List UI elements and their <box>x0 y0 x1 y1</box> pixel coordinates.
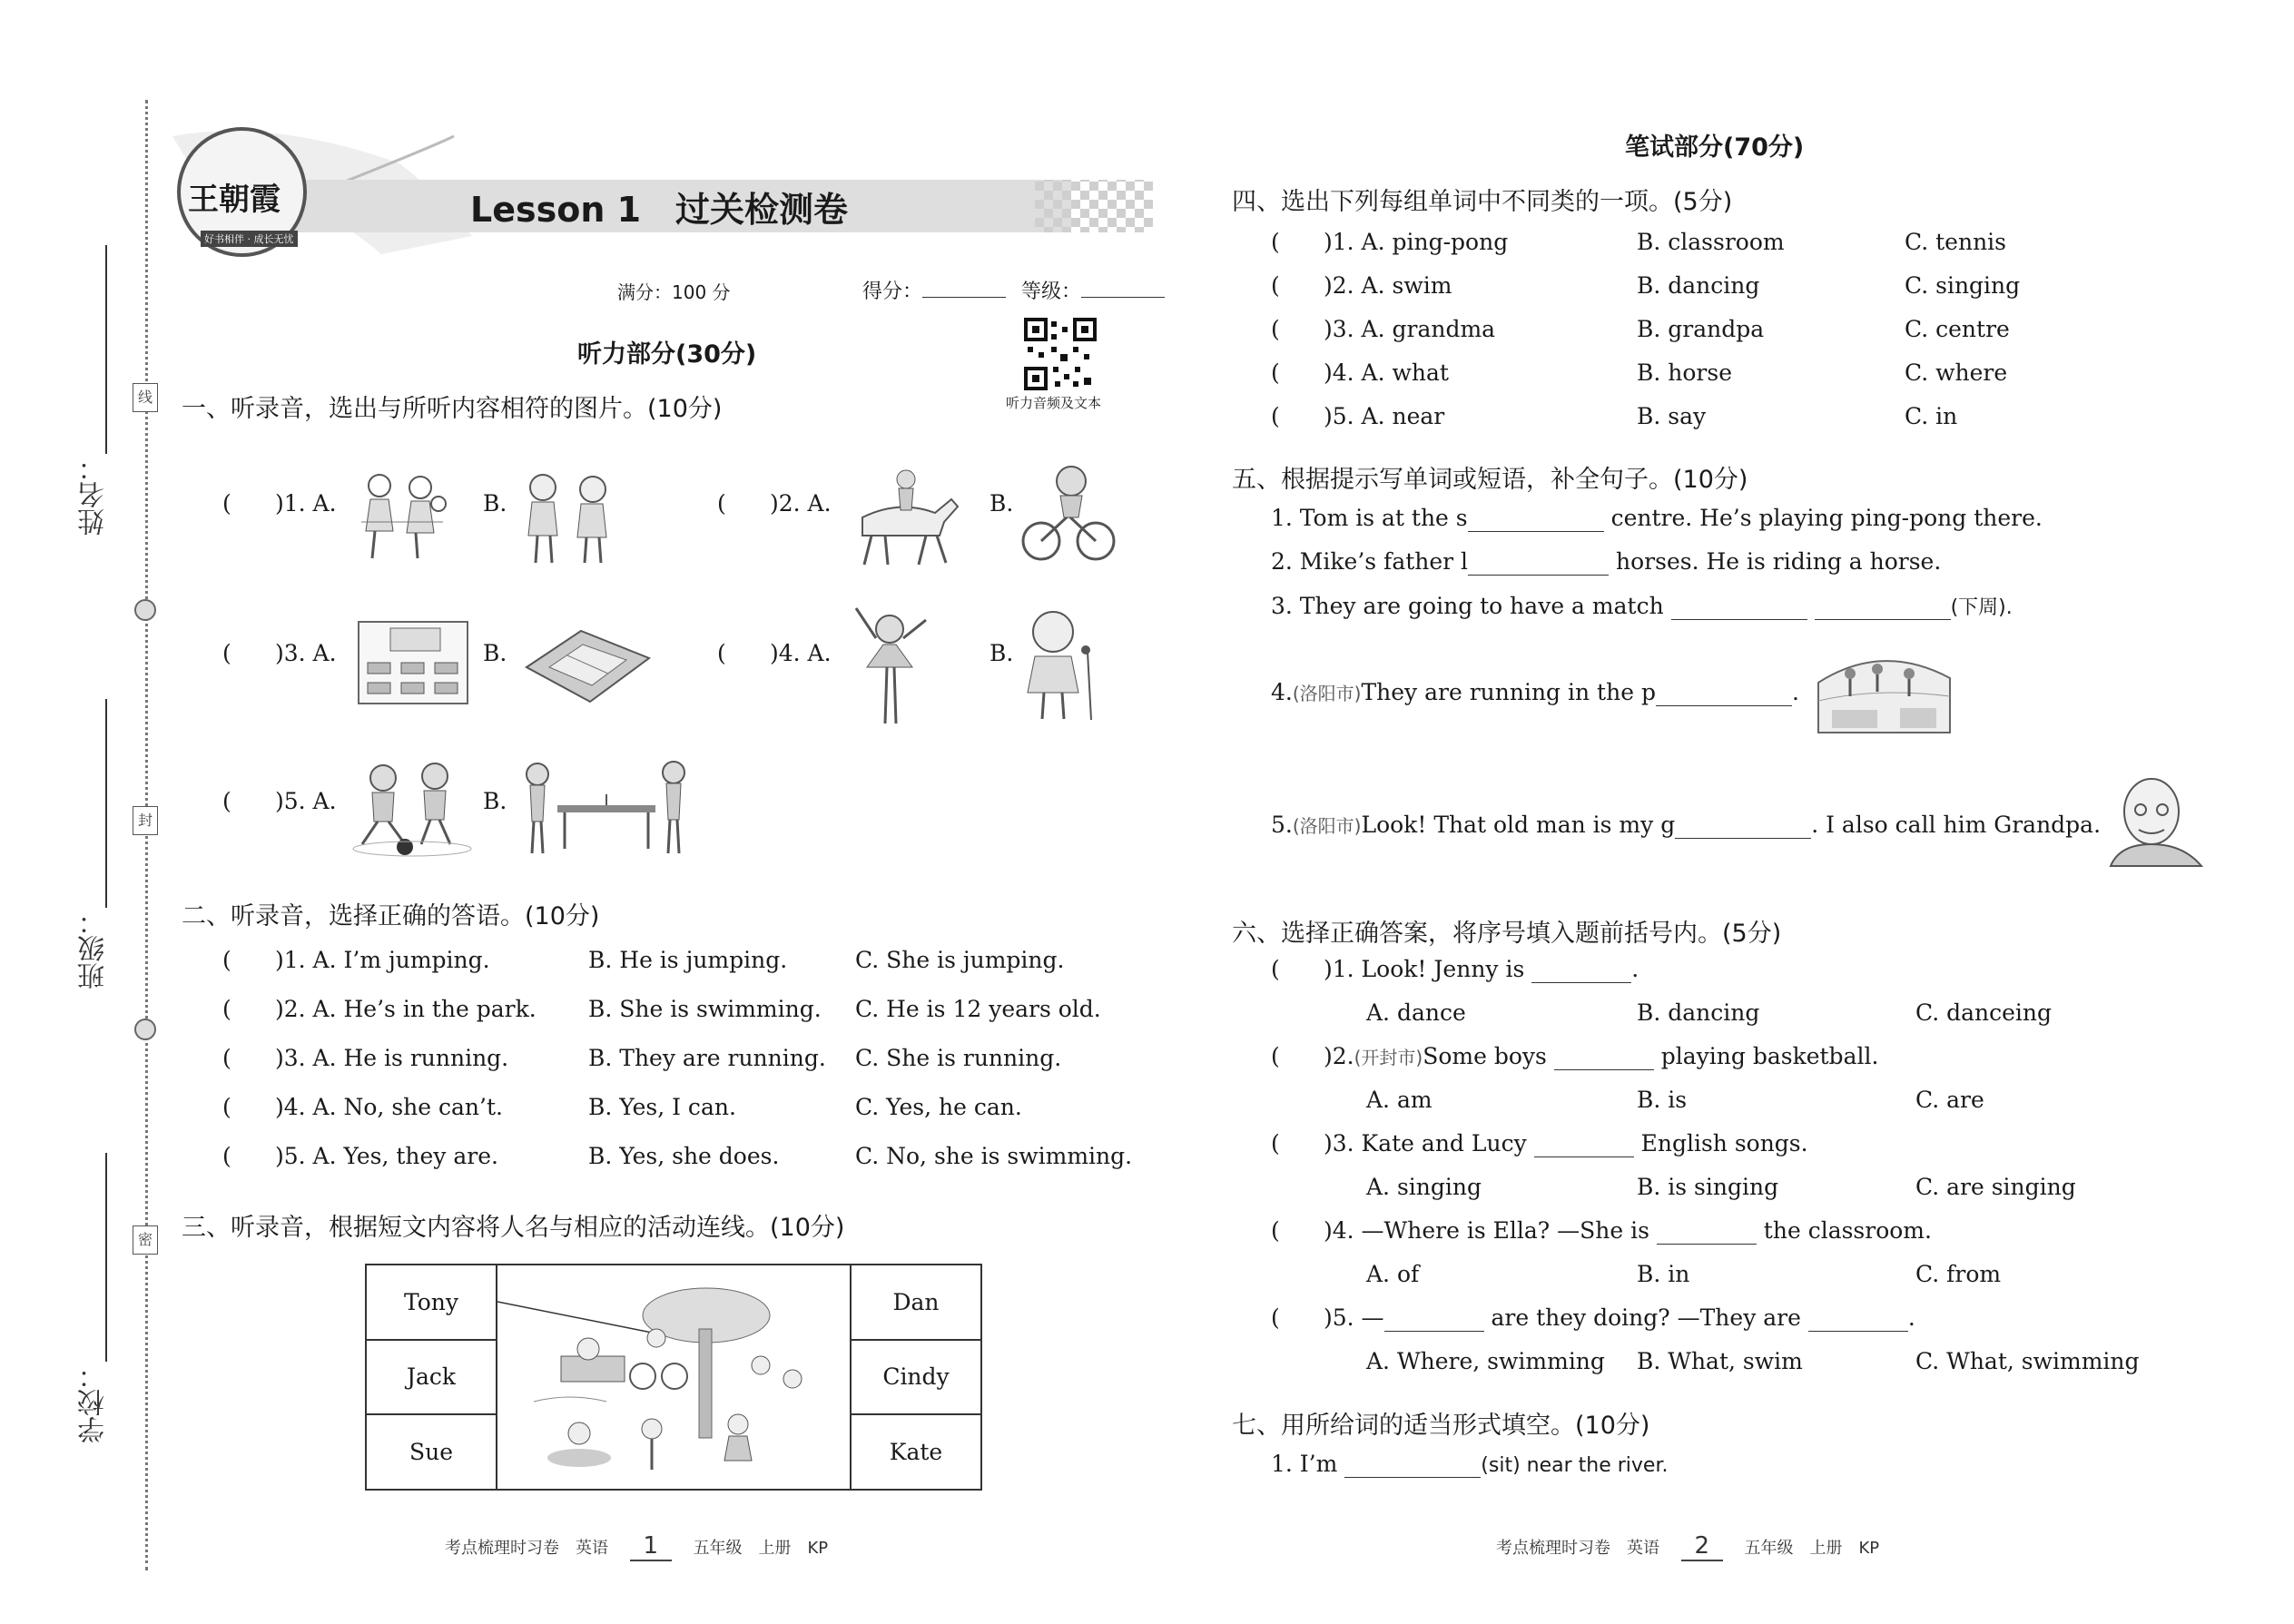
part3-heading: 三、听录音，根据短文内容将人名与相应的活动连线。(10分) <box>182 1214 845 1242</box>
p6-q3-opt-b: B. is singing <box>1637 1174 1779 1200</box>
p6-q5-opt-a: A. Where, swimming <box>1366 1348 1605 1374</box>
brand-logo <box>177 127 307 257</box>
binding-ring-icon <box>134 599 156 621</box>
p6-q1-opt-c: C. danceing <box>1915 999 2053 1026</box>
picture-classroom <box>354 617 472 708</box>
p4-q5: ( )5. A. near <box>1271 403 1445 429</box>
p4-q2-c: C. singing <box>1905 272 2021 299</box>
footer-grade: 五年级 上册 KP <box>693 1539 829 1558</box>
p2-q3-b: B. They are running. <box>588 1045 826 1071</box>
p5-sentence-5: 5.(洛阳市)Look! That old man is my g . I also call him Grandpa. <box>1271 812 2102 838</box>
p4-q4-c: C. where <box>1905 359 2008 386</box>
binding-mark-seal: 封 <box>133 806 158 835</box>
full-marks: 满分：100 分 <box>617 281 731 303</box>
grade-field <box>1021 276 1165 304</box>
p1-q3: ( )3. A. <box>222 640 337 666</box>
p1-q3-b: B. <box>483 640 507 666</box>
p4-q3-c: C. centre <box>1905 316 2010 342</box>
p4-q1-b: B. classroom <box>1637 229 1785 255</box>
park-scene-cell <box>497 1265 851 1490</box>
p1-q4: ( )4. A. <box>717 640 832 666</box>
part6-heading: 六、选择正确答案，将序号填入题前括号内。(5分) <box>1232 920 1782 948</box>
p6-q3-opt-c: C. are singing <box>1915 1174 2076 1200</box>
name-write-line <box>105 245 107 454</box>
p2-q1-c: C. She is jumping. <box>855 947 1065 973</box>
p6-q4-opt-a: A. of <box>1366 1261 1420 1287</box>
p2-q4-c: C. Yes, he can. <box>855 1094 1022 1120</box>
match-name-right: Cindy <box>851 1340 981 1415</box>
name-label: 姓名： <box>78 454 110 536</box>
p1-q5-b: B. <box>483 788 507 814</box>
score-field <box>862 276 1006 304</box>
class-label: 班级： <box>78 908 110 989</box>
match-name-right: Dan <box>851 1265 981 1340</box>
footer-series: 考点梳理时习卷 英语 <box>445 1539 608 1558</box>
p2-q5-b: B. Yes, she does. <box>588 1143 780 1169</box>
match-name-left: Tony <box>366 1265 497 1340</box>
school-label: 学校： <box>78 1362 110 1443</box>
picture-sports-centre <box>517 622 654 708</box>
p6-q4-opt-b: B. in <box>1637 1261 1690 1287</box>
matching-table <box>365 1264 982 1491</box>
p2-q2: ( )2. A. He’s in the park. <box>222 996 537 1022</box>
blank-input[interactable] <box>1554 1043 1654 1070</box>
p4-q4: ( )4. A. what <box>1271 359 1449 386</box>
brand-name: 王朝霞 <box>188 182 281 218</box>
p1-q1-b: B. <box>483 490 507 517</box>
blank-input[interactable] <box>1468 505 1604 532</box>
page-number: 2 <box>1681 1532 1723 1561</box>
p2-q2-b: B. She is swimming. <box>588 996 822 1022</box>
p4-q1: ( )1. A. ping-pong <box>1271 229 1509 255</box>
match-name-left: Jack <box>366 1340 497 1415</box>
binding-mark-secret: 密 <box>133 1225 158 1255</box>
picture-ping-pong-table <box>519 758 692 858</box>
blank-input[interactable] <box>1468 548 1609 576</box>
p6-q1: ( )1. Look! Jenny is . <box>1271 956 1639 982</box>
p1-q2-b: B. <box>989 490 1014 517</box>
p2-q4-b: B. Yes, I can. <box>588 1094 736 1120</box>
p4-q3: ( )3. A. grandma <box>1271 316 1496 342</box>
picture-old-man <box>2106 773 2206 869</box>
school-write-line <box>105 1153 107 1362</box>
picture-bike-rider <box>1019 461 1118 566</box>
p2-q4: ( )4. A. No, she can’t. <box>222 1094 503 1120</box>
score-label: 得分： <box>862 281 923 303</box>
p4-q4-b: B. horse <box>1637 359 1732 386</box>
match-name-left: Sue <box>366 1414 497 1490</box>
p6-q1-opt-b: B. dancing <box>1637 999 1760 1026</box>
listening-heading: 听力部分(30分) <box>577 340 757 369</box>
writing-heading: 笔试部分(70分) <box>1625 133 1805 162</box>
blank-input[interactable] <box>1671 593 1807 620</box>
blank-input[interactable] <box>1384 1304 1484 1332</box>
p1-q2: ( )2. A. <box>717 490 832 517</box>
p6-q5: ( )5. — are they doing? —They are . <box>1271 1304 1915 1331</box>
p6-q5-opt-c: C. What, swimming <box>1915 1348 2140 1374</box>
blank-input[interactable] <box>1815 593 1951 620</box>
match-name-right: Kate <box>851 1414 981 1490</box>
p2-q3-c: C. She is running. <box>855 1045 1062 1071</box>
p4-q1-c: C. tennis <box>1905 229 2006 255</box>
picture-horse-rider <box>844 463 967 567</box>
blank-input[interactable] <box>1657 1217 1757 1245</box>
p4-q3-b: B. grandpa <box>1637 316 1765 342</box>
source-tag: (洛阳市) <box>1292 815 1362 837</box>
part2-heading: 二、听录音，选择正确的答语。(10分) <box>182 902 600 930</box>
part5-heading: 五、根据提示写单词或短语，补全句子。(10分) <box>1232 466 1748 494</box>
brand-ribbon: 好书相伴 · 成长无忧 <box>201 231 298 247</box>
p6-q4-opt-c: C. from <box>1915 1261 2002 1287</box>
class-write-line <box>105 699 107 908</box>
picture-two-children <box>516 468 620 567</box>
page-title: Lesson 1 过关检测卷 <box>470 190 849 230</box>
footer-series: 考点梳理时习卷 英语 <box>1496 1539 1659 1558</box>
p6-q1-opt-a: A. dance <box>1366 999 1466 1026</box>
p4-q5-b: B. say <box>1637 403 1707 429</box>
picture-ballet-dancer <box>849 604 935 731</box>
blank-input[interactable] <box>1675 812 1811 839</box>
binding-dotted-line <box>145 100 148 1570</box>
part1-heading: 一、听录音，选出与所听内容相符的图片。(10分) <box>182 395 723 423</box>
p2-q3: ( )3. A. He is running. <box>222 1045 509 1071</box>
binding-ring-icon <box>134 1019 156 1040</box>
p1-q4-b: B. <box>989 640 1014 666</box>
part7-heading: 七、用所给词的适当形式填空。(10分) <box>1232 1412 1650 1440</box>
p4-q2-b: B. dancing <box>1637 272 1760 299</box>
grade-label: 等级： <box>1021 281 1082 303</box>
qr-code-icon <box>1024 318 1097 390</box>
footer-left <box>445 1532 828 1561</box>
source-tag: (开封市) <box>1354 1047 1423 1068</box>
qr-caption: 听力音频及文本 <box>1006 395 1102 411</box>
picture-football-players <box>349 758 476 858</box>
p4-q2: ( )2. A. swim <box>1271 272 1452 299</box>
p6-q2-opt-a: A. am <box>1366 1087 1433 1113</box>
blank-input[interactable] <box>1656 679 1792 706</box>
footer-right <box>1496 1532 1879 1561</box>
p1-q5: ( )5. A. <box>222 788 337 814</box>
blank-input[interactable] <box>1344 1451 1481 1478</box>
p4-q5-c: C. in <box>1905 403 1958 429</box>
p2-q1-b: B. He is jumping. <box>588 947 788 973</box>
p2-q5-c: C. No, she is swimming. <box>855 1143 1133 1169</box>
p2-q2-c: C. He is 12 years old. <box>855 996 1101 1022</box>
p5-sentence-3: 3. They are going to have a match (下周). <box>1271 593 2013 619</box>
footer-grade: 五年级 上册 KP <box>1744 1539 1880 1558</box>
page-number: 1 <box>630 1532 672 1561</box>
source-tag: (洛阳市) <box>1292 683 1362 704</box>
picture-park-runners <box>1814 646 1954 737</box>
p6-q2-opt-c: C. are <box>1915 1087 1984 1113</box>
p6-q3: ( )3. Kate and Lucy English songs. <box>1271 1130 1808 1156</box>
p6-q2-opt-b: B. is <box>1637 1087 1688 1113</box>
p6-q4: ( )4. —Where is Ella? —She is the classroom. <box>1271 1217 1932 1244</box>
p1-q1: ( )1. A. <box>222 490 337 517</box>
p7-sentence-1: 1. I’m (sit) near the river. <box>1271 1451 1669 1477</box>
p5-sentence-4: 4.(洛阳市)They are running in the p . <box>1271 679 1799 705</box>
part4-heading: 四、选出下列每组单词中不同类的一项。(5分) <box>1232 188 1733 216</box>
p5-sentence-1: 1. Tom is at the s centre. He’s playing ping-pong there. <box>1271 505 2043 531</box>
p2-q1: ( )1. A. I’m jumping. <box>222 947 490 973</box>
picture-park-scene <box>497 1265 850 1483</box>
p6-q3-opt-a: A. singing <box>1366 1174 1482 1200</box>
picture-girl-with-microphone <box>1019 606 1100 724</box>
blank-input[interactable] <box>1808 1304 1908 1332</box>
blank-input[interactable] <box>1531 956 1631 983</box>
picture-tennis-players <box>352 468 452 567</box>
binding-mark-line: 线 <box>133 383 158 412</box>
blank-input[interactable] <box>1534 1130 1634 1157</box>
p5-sentence-2: 2. Mike’s father l horses. He is riding a horse. <box>1271 548 1942 575</box>
p6-q5-opt-b: B. What, swim <box>1637 1348 1803 1374</box>
p6-q2: ( )2.(开封市)Some boys playing basketball. <box>1271 1043 1879 1069</box>
p2-q5: ( )5. A. Yes, they are. <box>222 1143 498 1169</box>
